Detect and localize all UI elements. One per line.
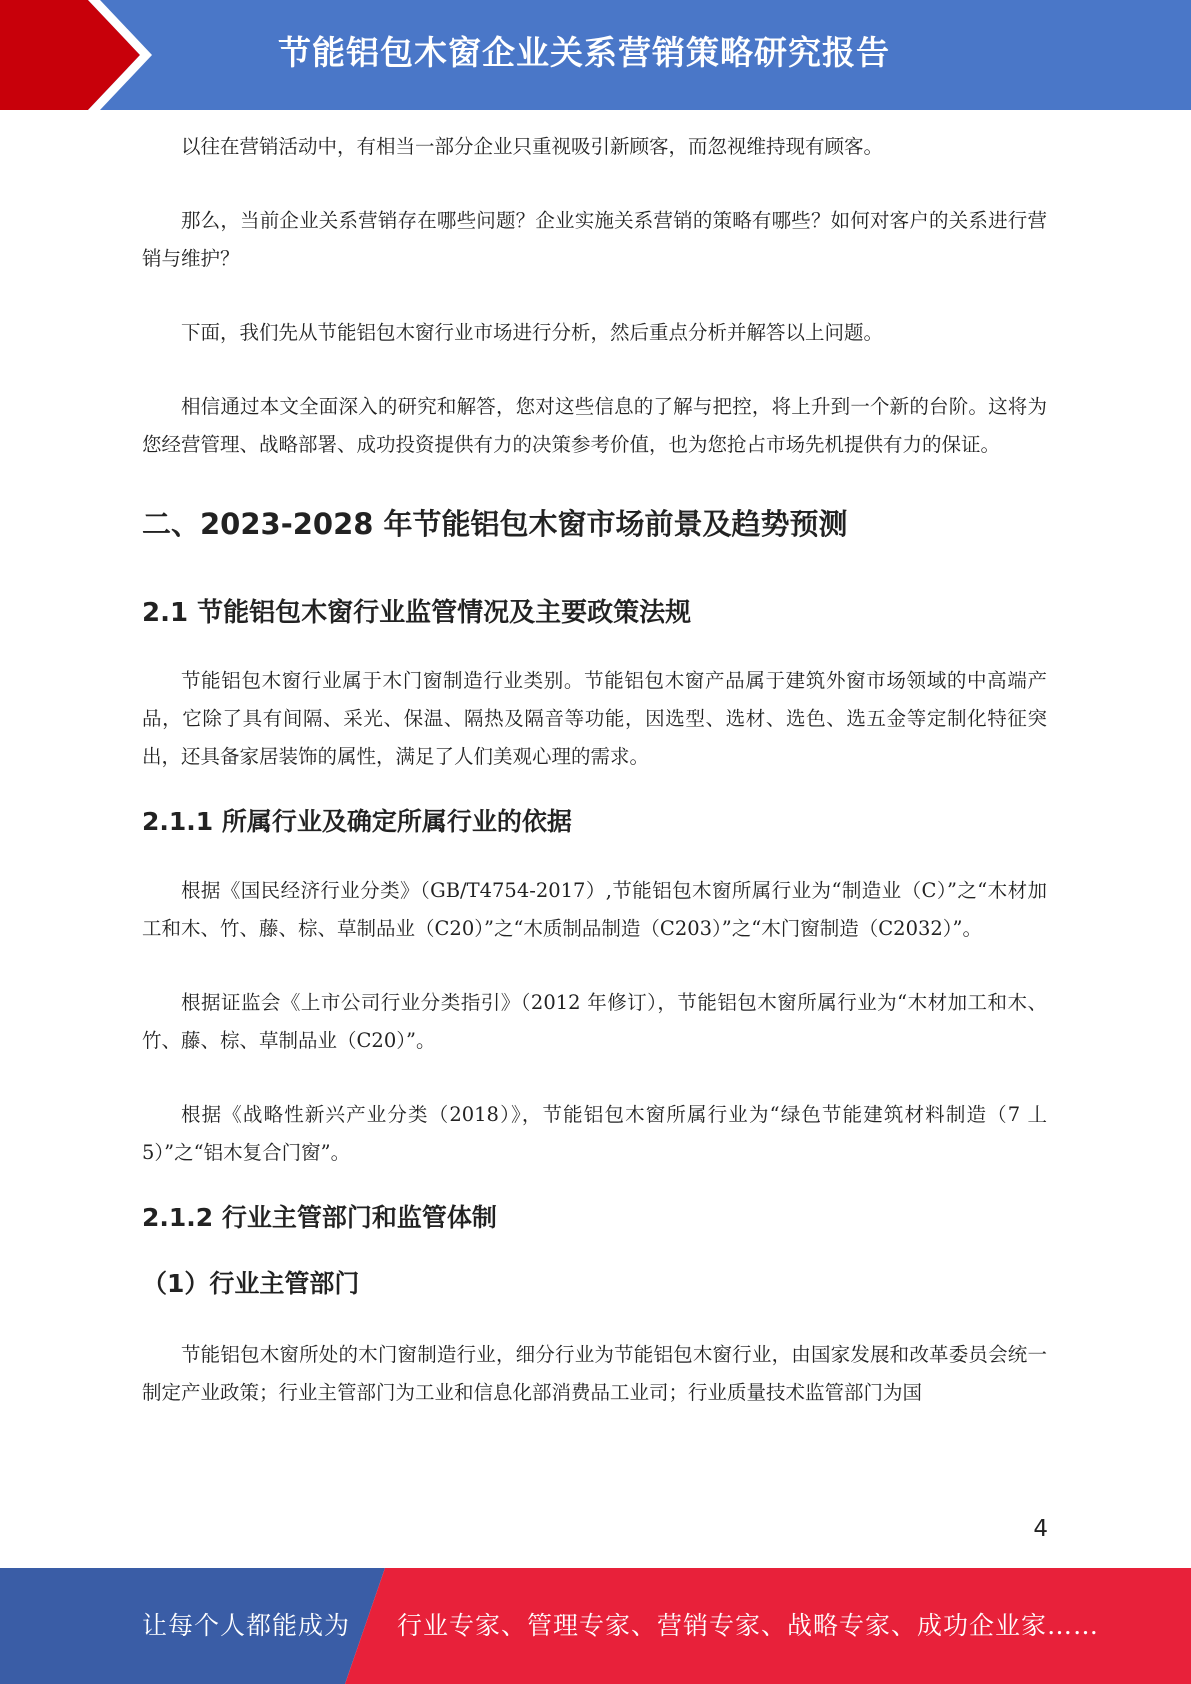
section-2-heading: 二、2023-2028 年节能铝包木窗市场前景及趋势预测 xyxy=(142,507,848,541)
section-2-1-2-heading: 2.1.2 行业主管部门和监管体制 xyxy=(142,1203,497,1232)
section-2-1-1-paragraph-3: 根据《战略性新兴产业分类（2018）》，节能铝包木窗所属行业为“绿色节能建筑材料制造（7 丄 5）”之“铝木复合门窗”。 xyxy=(142,1103,1047,1164)
page-header xyxy=(0,0,1191,110)
section-2-1-1-paragraph-2: 根据证监会《上市公司行业分类指引》（2012 年修订），节能铝包木窗所属行业为“木材加工和木、竹、藤、棕、草制品业（C20）”。 xyxy=(142,991,1047,1052)
report-title: 节能铝包木窗企业关系营销策略研究报告 xyxy=(278,33,890,72)
main-content xyxy=(142,128,1047,1412)
footer-slogan-right: 行业专家、管理专家、营销专家、战略专家、成功企业家…… xyxy=(397,1611,1100,1640)
item-1-paragraph: 节能铝包木窗所处的木门窗制造行业，细分行业为节能铝包木窗行业，由国家发展和改革委员会统一制定产业政策；行业主管部门为工业和信息化部消费品工业司；行业质量技术监管部门为国 xyxy=(142,1343,1047,1404)
page-number: 4 xyxy=(1033,1516,1048,1542)
intro-paragraph-2: 那么，当前企业关系营销存在哪些问题？企业实施关系营销的策略有哪些？如何对客户的关系进行营销与维护？ xyxy=(142,209,1047,270)
page-footer xyxy=(0,1568,1191,1684)
section-2-1-1-paragraph-1: 根据《国民经济行业分类》（GB/T4754-2017）,节能铝包木窗所属行业为“制造业（C）”之“木材加工和木、竹、藤、棕、草制品业（C20）”之“木质制品制造（C203）”之“木门窗制造（C2032）”。 xyxy=(142,879,1047,940)
section-2-1-paragraph: 节能铝包木窗行业属于木门窗制造行业类别。节能铝包木窗产品属于建筑外窗市场领域的中高端产品，它除了具有间隔、采光、保温、隔热及隔音等功能，因选型、选材、选色、选五金等定制化特征突出，还具备家居装饰的属性，满足了人们美观心理的需求。 xyxy=(142,669,1047,768)
header-arrow-decoration xyxy=(0,0,160,110)
intro-paragraph-4: 相信通过本文全面深入的研究和解答，您对这些信息的了解与把控，将上升到一个新的台阶。这将为您经营管理、战略部署、成功投资提供有力的决策参考价值，也为您抢占市场先机提供有力的保证。 xyxy=(142,395,1047,456)
intro-paragraph-3: 下面，我们先从节能铝包木窗行业市场进行分析，然后重点分析并解答以上问题。 xyxy=(181,321,884,344)
item-1-heading: （1）行业主管部门 xyxy=(142,1269,360,1298)
footer-slogan-left: 让每个人都能成为 xyxy=(142,1611,351,1640)
section-2-1-heading: 2.1 节能铝包木窗行业监管情况及主要政策法规 xyxy=(142,598,692,628)
section-2-1-1-heading: 2.1.1 所属行业及确定所属行业的依据 xyxy=(142,807,572,836)
intro-paragraph-1: 以往在营销活动中，有相当一部分企业只重视吸引新顾客，而忽视维持现有顾客。 xyxy=(181,135,884,158)
